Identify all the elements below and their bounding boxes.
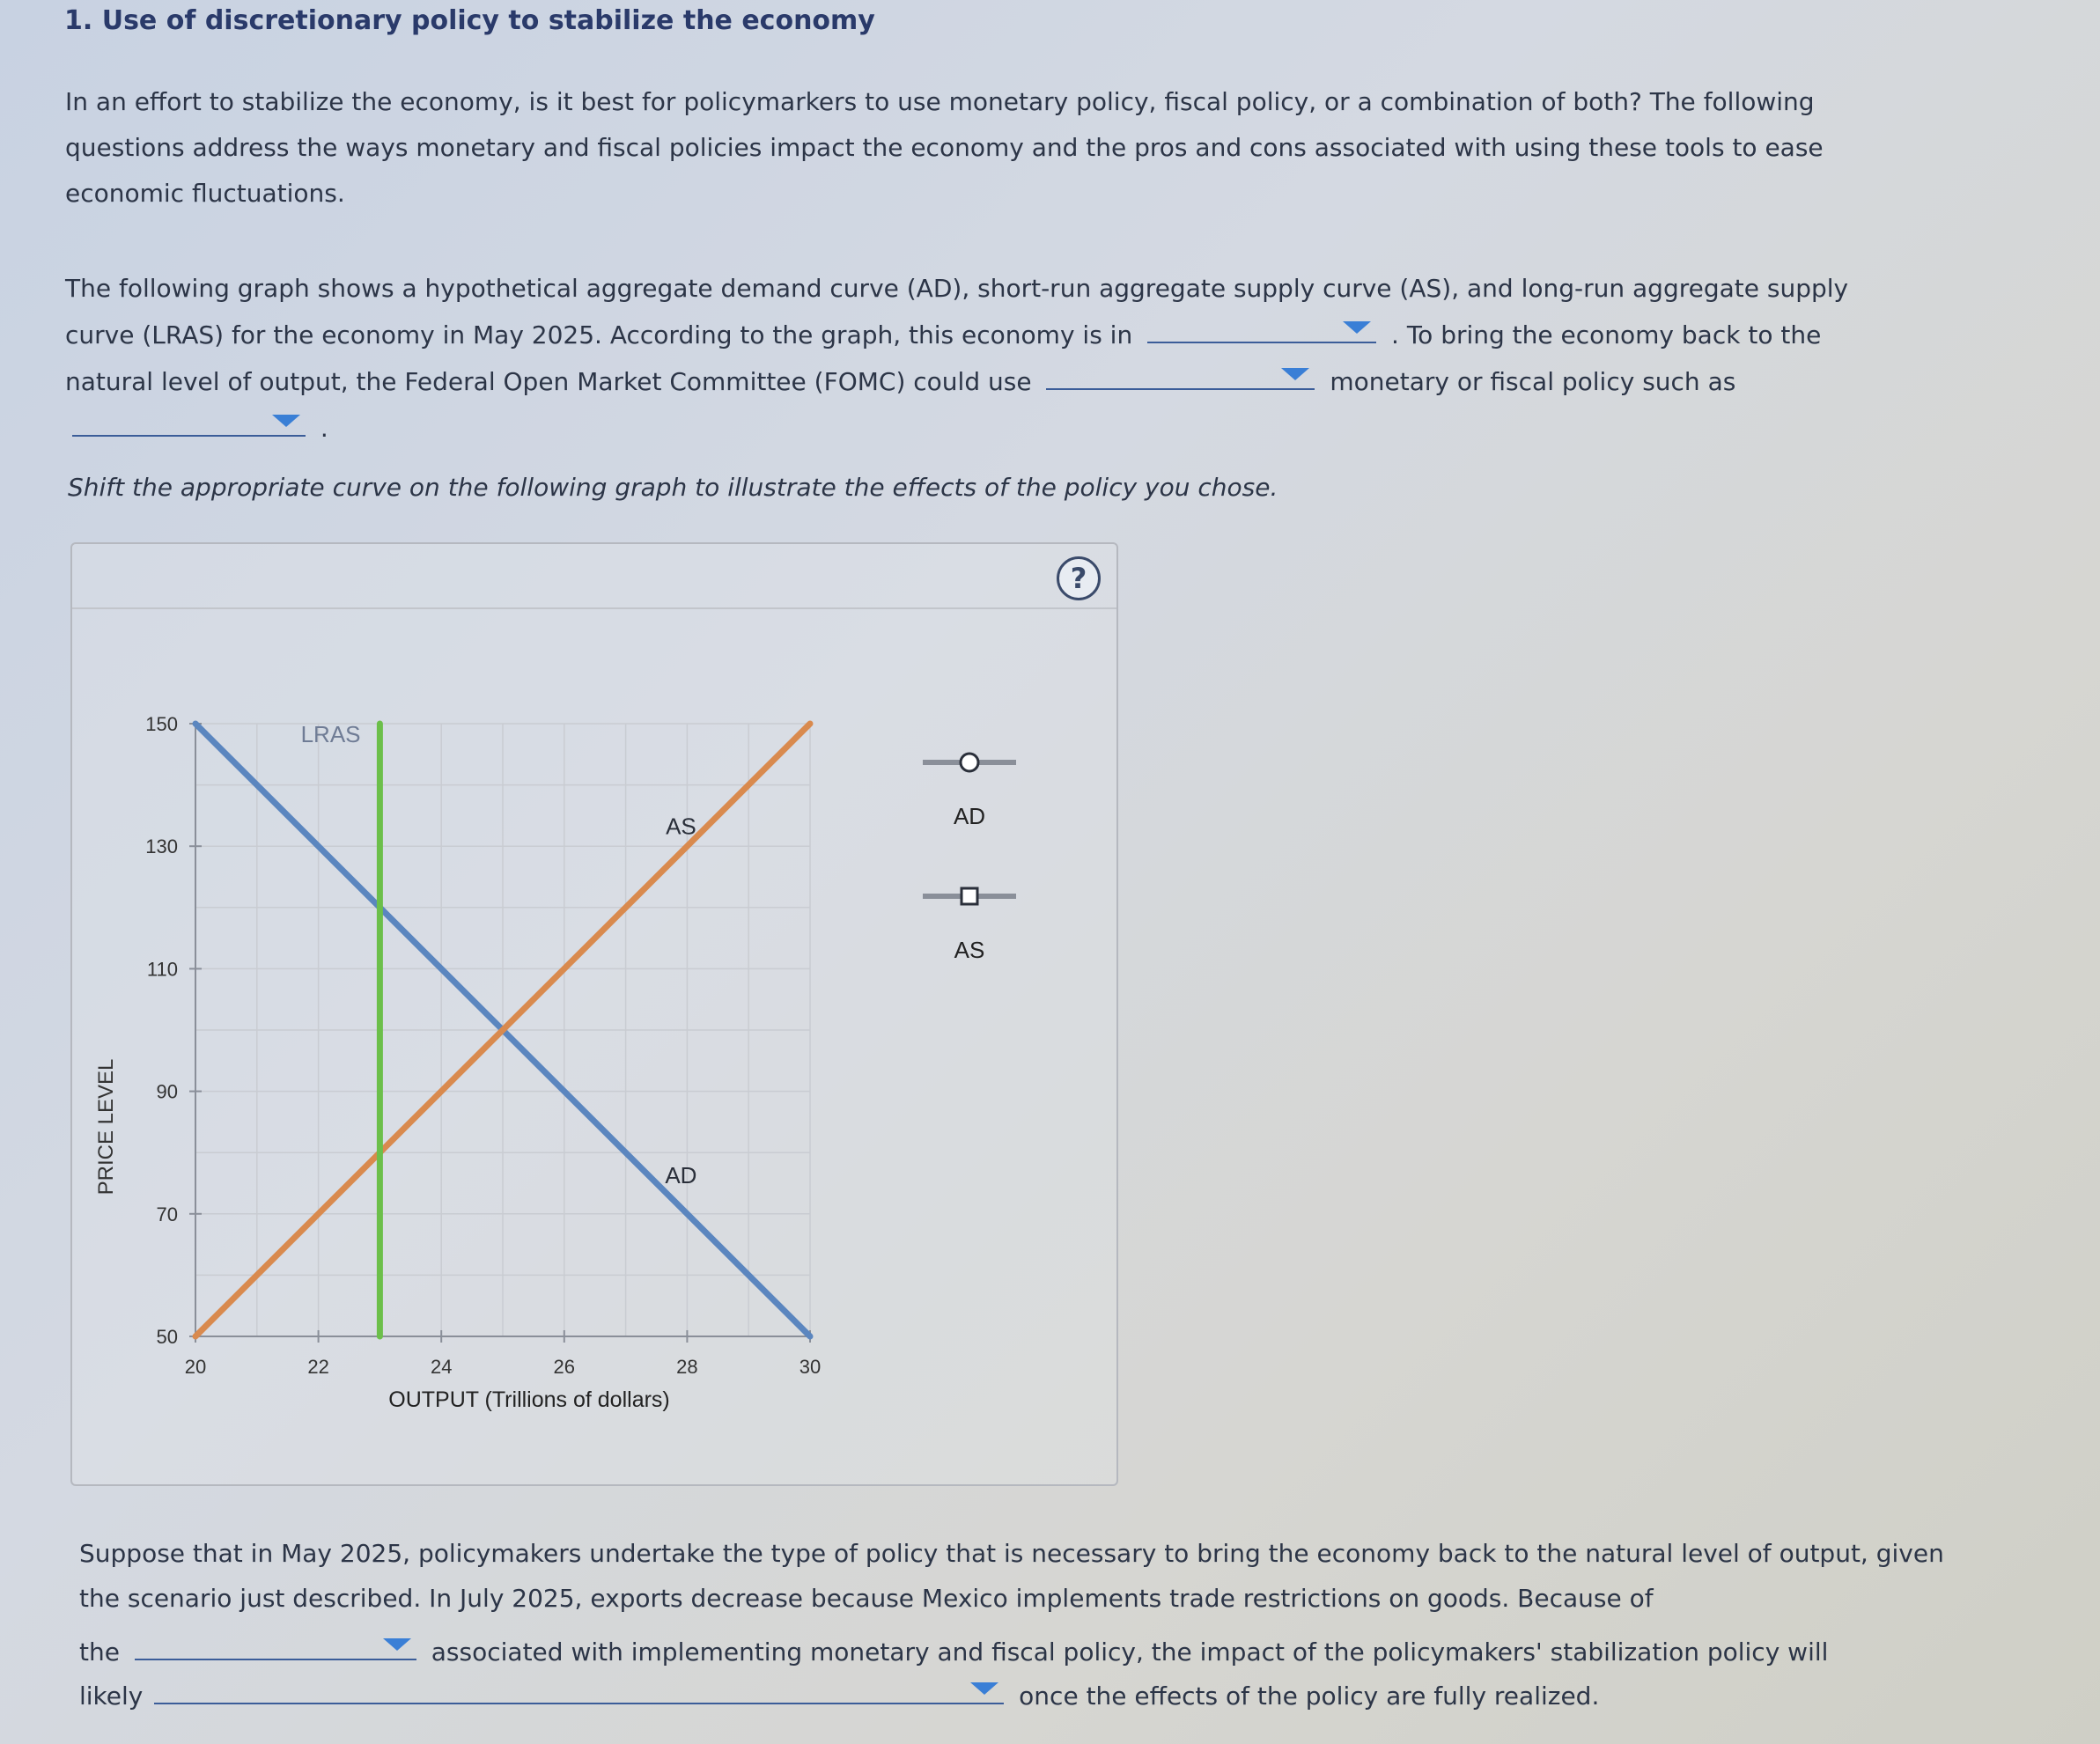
y-tick-label: 90 <box>156 1080 178 1103</box>
x-axis-label: OUTPUT (Trillions of dollars) <box>388 1387 670 1412</box>
chevron-down-icon <box>383 1638 411 1651</box>
help-icon[interactable]: ? <box>1057 556 1101 600</box>
question-1 <box>65 266 1897 452</box>
chevron-down-icon <box>1343 321 1371 334</box>
x-tick-label: 28 <box>676 1356 698 1378</box>
policy-example-dropdown[interactable] <box>72 405 306 437</box>
question-title: 1. Use of discretionary policy to stabilize the economy <box>64 5 875 36</box>
q2-line1: Suppose that in May 2025, policymakers undertake the type of policy that is necessary to bring the economy back to the natural level of output, given <box>79 1539 1944 1568</box>
graph-instruction: Shift the appropriate curve on the following graph to illustrate the effects of the policy you chose. <box>68 473 1278 502</box>
q2-line3 <box>79 1629 1828 1667</box>
q2-text-associated: associated with implementing monetary and fiscal policy, the impact of the policymakers' stabilization policy will <box>431 1637 1829 1667</box>
x-tick-label: 30 <box>799 1356 822 1378</box>
q1-text-c: monetary or fiscal policy such as <box>1330 367 1736 396</box>
chart-svg <box>72 544 1120 1488</box>
economy-state-dropdown[interactable] <box>1147 312 1376 343</box>
policy-type-dropdown[interactable] <box>1046 358 1315 390</box>
q1-text-d: . <box>320 414 328 443</box>
y-tick-label: 70 <box>156 1203 178 1225</box>
ad-tool-label: AD <box>953 803 986 829</box>
q2-text-likely: likely <box>79 1681 144 1711</box>
q2-line4 <box>79 1673 1599 1711</box>
policy-impact-dropdown[interactable] <box>154 1673 1004 1704</box>
chart-legend[interactable] <box>923 754 1016 963</box>
series-ad-label: AD <box>665 1162 697 1188</box>
q2-text-the: the <box>79 1637 120 1667</box>
lag-type-dropdown[interactable] <box>135 1629 416 1660</box>
q2-text-once: once the effects of the policy are fully realized. <box>1019 1681 1600 1711</box>
y-tick-label: 130 <box>145 835 178 858</box>
y-tick-label: 110 <box>146 958 178 981</box>
as-tool-square-handle[interactable] <box>962 888 977 904</box>
q1-text-a: The following graph shows a hypothetical aggregate demand curve (AD), short-run aggregate supply curve (AS), and long-run aggregate supply curve (LRAS) for the economy in May 2025. According to the graph, this economy is in <box>65 274 1849 350</box>
intro-paragraph: In an effort to stabilize the economy, is it best for policymarkers to use monetary policy, fiscal policy, or a combination of both? The following questions address the ways monetary and fiscal policies impact the economy and the pros and cons associated with using these tools to ease economic fluctuations. <box>65 87 1824 208</box>
q2-line2: the scenario just described. In July 2025, exports decrease because Mexico implements trade restrictions on goods. Because of <box>79 1584 1654 1613</box>
q1-text-b: . To bring the economy back to the natural level of output, the Federal Open Market Committee (FOMC) could use <box>65 320 1822 396</box>
x-tick-label: 24 <box>430 1356 453 1378</box>
y-tick-label: 50 <box>156 1326 178 1348</box>
x-tick-label: 22 <box>307 1356 329 1378</box>
graph-panel <box>70 542 1118 1486</box>
x-tick-label: 26 <box>553 1356 576 1378</box>
as-tool-label: AS <box>954 937 985 963</box>
series-as-label: AS <box>666 813 696 840</box>
chevron-down-icon <box>272 415 300 427</box>
series-lras-label: LRAS <box>300 720 361 747</box>
x-tick-label: 20 <box>184 1356 207 1378</box>
ad-tool-circle-handle[interactable] <box>961 754 978 771</box>
chart-labels <box>94 721 696 1412</box>
y-tick-label: 150 <box>145 713 178 735</box>
chevron-down-icon <box>1281 368 1309 380</box>
chevron-down-icon <box>970 1682 998 1695</box>
y-axis-label: PRICE LEVEL <box>94 1058 118 1196</box>
